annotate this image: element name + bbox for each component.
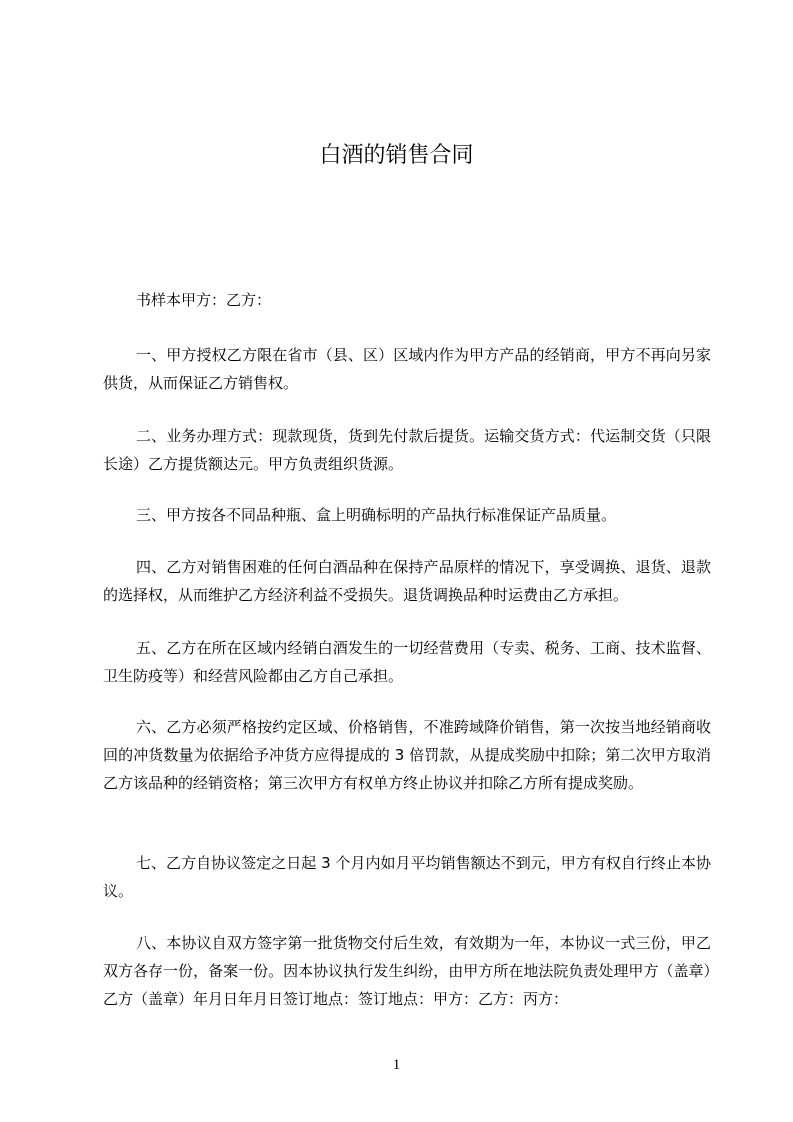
paragraph-clause-6: 六、乙方必须严格按约定区域、价格销售，不准跨域降价销售，第一次按当地经销商收回的冲货数量为依据给予冲货方应得提成的 3 倍罚款，从提成奖励中扣除；第二次甲方取消乙方该品种的经销资格；第三次甲方有权单方终止协议并扣除乙方所有提成奖励。: [103, 718, 711, 792]
paragraph-clause-2: 二、业务办理方式：现款现货，货到先付款后提货。运输交货方式：代运制交货（只限长途）乙方提货额达元。甲方负责组织货源。: [103, 427, 711, 473]
paragraph-clause-1: 一、甲方授权乙方限在省市（县、区）区域内作为甲方产品的经销商，甲方不再向另家供货，从而保证乙方销售权。: [103, 346, 711, 392]
paragraph-clause-5: 五、乙方在所在区域内经销白酒发生的一切经营费用（专卖、税务、工商、技术监督、卫生防疫等）和经营风险都由乙方自己承担。: [103, 639, 711, 685]
paragraph-clause-7: 七、乙方自协议签定之日起 3 个月内如月平均销售额达不到元，甲方有权自行终止本协议。: [103, 854, 711, 900]
paragraph-clause-3: 三、甲方按各不同品种瓶、盒上明确标明的产品执行标准保证产品质量。: [136, 506, 617, 524]
page-title: 白酒的销售合同: [319, 143, 474, 168]
paragraph-clause-4: 四、乙方对销售困难的任何白酒品种在保持产品原样的情况下，享受调换、退货、退款的选择权，从而维护乙方经济利益不受损失。退货调换品种时运费由乙方承担。: [103, 558, 711, 604]
paragraph-clause-8: 八、本协议自双方签字第一批货物交付后生效，有效期为一年，本协议一式三份，甲乙双方各存一份，备案一份。因本协议执行发生纠纷，由甲方所在地法院负责处理甲方（盖章）乙方（盖章）年月日年月日签订地点：签订地点：甲方：乙方：丙方：: [103, 934, 711, 1008]
paragraph-parties: 书样本甲方：乙方：: [136, 291, 272, 309]
page-number: 1: [392, 1057, 401, 1073]
